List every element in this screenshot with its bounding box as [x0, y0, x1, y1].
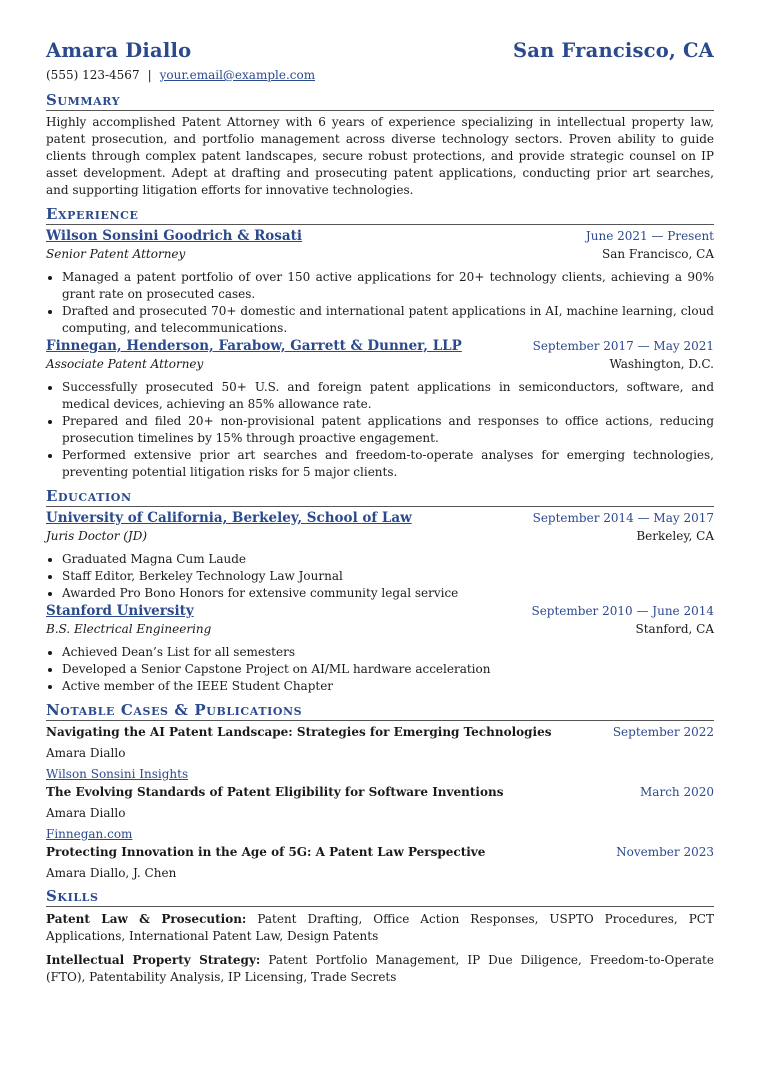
- degree: Juris Doctor (JD): [46, 529, 148, 543]
- summary-text: Highly accomplished Patent Attorney with 6 years of experience specializing in intellectual property law, patent prosecution, and portfolio management across diverse technology sectors. Proven ability to guide clients through complex patent landscapes, secure robust protections, and provide strategic counsel on IP asset development. Adept at drafting and prosecuting patent applications, conducting prior art searches, and supporting litigation efforts for innovative technologies.: [46, 115, 714, 197]
- publication-venue-row: [46, 826, 714, 843]
- contact-separator: |: [147, 68, 152, 82]
- publication-title: The Evolving Standards of Patent Eligibility for Software Inventions: [46, 785, 504, 799]
- publication-authors: Amara Diallo: [46, 806, 126, 820]
- entry-dates: September 2010 — June 2014: [531, 604, 714, 618]
- bullet-list: [46, 644, 714, 695]
- section-title-education: Education: [46, 487, 714, 507]
- job-title: Senior Patent Attorney: [46, 247, 186, 261]
- experience-entry: [46, 337, 714, 481]
- skill-list: Patent Drafting, Office Action Responses, USPTO Procedures, PCT Applications, International Patent Law, Design Patents: [46, 912, 714, 943]
- section-title-publications: Notable Cases & Publications: [46, 701, 714, 721]
- skill-category: Intellectual Property Strategy:: [46, 953, 261, 967]
- publication-entry: [46, 844, 714, 882]
- section-title-skills: Skills: [46, 887, 714, 907]
- entry-location: Washington, D.C.: [609, 357, 714, 371]
- entry-location: Stanford, CA: [635, 622, 714, 636]
- resume-content: [46, 38, 714, 986]
- job-title: Associate Patent Attorney: [46, 357, 204, 371]
- employer-link[interactable]: Finnegan, Henderson, Farabow, Garrett & Dunner, LLP: [46, 338, 462, 354]
- candidate-location: San Francisco, CA: [512, 39, 714, 62]
- entry-location: Berkeley, CA: [636, 529, 714, 543]
- contact-line: [46, 67, 714, 83]
- publication-date: September 2022: [612, 725, 714, 739]
- bullet-item: • Performed extensive prior art searches and freedom-to-operate analyses for emerging technologies, preventing potential litigation risks for 5 major clients.: [62, 447, 714, 481]
- entry-header: [46, 227, 714, 246]
- section-title-experience: Experience: [46, 205, 714, 225]
- entry-subheader: [46, 246, 714, 263]
- publication-entry: [46, 724, 714, 783]
- bullet-list: [46, 379, 714, 481]
- section-title-summary: Summary: [46, 91, 714, 111]
- publication-header: [46, 844, 714, 861]
- entry-dates: September 2014 — May 2017: [532, 511, 714, 525]
- publication-header: [46, 724, 714, 741]
- publication-entry: [46, 784, 714, 843]
- bullet-item: • Achieved Dean’s List for all semesters: [62, 644, 714, 661]
- bullet-item: • Developed a Senior Capstone Project on AI/ML hardware acceleration: [62, 661, 714, 678]
- candidate-name: Amara Diallo: [46, 39, 192, 62]
- bullet-list: [46, 269, 714, 337]
- bullet-item: • Managed a patent portfolio of over 150 active applications for 20+ technology clients, achieving a 90% grant rate on prosecuted cases.: [62, 269, 714, 303]
- experience-entry: [46, 227, 714, 337]
- entry-subheader: [46, 621, 714, 638]
- publication-header: [46, 784, 714, 801]
- entry-location: San Francisco, CA: [601, 247, 714, 261]
- publication-venue-row: [46, 766, 714, 783]
- bullet-item: • Graduated Magna Cum Laude: [62, 551, 714, 568]
- bullet-item: • Active member of the IEEE Student Chapter: [62, 678, 714, 695]
- resume-header: [46, 38, 714, 64]
- employer-link[interactable]: Wilson Sonsini Goodrich & Rosati: [46, 228, 303, 244]
- bullet-item: • Successfully prosecuted 50+ U.S. and foreign patent applications in semiconductors, software, and medical devices, achieving an 85% allowance rate.: [62, 379, 714, 413]
- bullet-item: • Awarded Pro Bono Honors for extensive community legal service: [62, 585, 714, 602]
- publication-authors: Amara Diallo, J. Chen: [46, 866, 177, 880]
- publication-title: Protecting Innovation in the Age of 5G: A Patent Law Perspective: [46, 845, 486, 859]
- entry-header: [46, 509, 714, 528]
- publication-date: November 2023: [616, 845, 714, 859]
- skill-category: Patent Law & Prosecution:: [46, 912, 247, 926]
- bullet-item: • Prepared and filed 20+ non-provisional patent applications and responses to office actions, reducing prosecution timelines by 15% through proactive engagement.: [62, 413, 714, 447]
- entry-subheader: [46, 356, 714, 373]
- school-link[interactable]: Stanford University: [46, 603, 194, 619]
- skill-row: [46, 952, 714, 986]
- bullet-item: • Staff Editor, Berkeley Technology Law Journal: [62, 568, 714, 585]
- bullet-item: • Drafted and prosecuted 70+ domestic and international patent applications in AI, machine learning, cloud computing, and telecommunications.: [62, 303, 714, 337]
- entry-subheader: [46, 528, 714, 545]
- bullet-list: [46, 551, 714, 602]
- entry-dates: September 2017 — May 2021: [532, 339, 714, 353]
- publication-title: Navigating the AI Patent Landscape: Strategies for Emerging Technologies: [46, 725, 552, 739]
- entry-dates: June 2021 — Present: [585, 229, 714, 243]
- degree: B.S. Electrical Engineering: [46, 622, 212, 636]
- school-link[interactable]: University of California, Berkeley, School of Law: [46, 510, 412, 526]
- education-entry: [46, 509, 714, 602]
- publication-date: March 2020: [640, 785, 714, 799]
- publication-venue-link[interactable]: Finnegan.com: [46, 827, 133, 841]
- phone-number: (555) 123-4567: [46, 68, 140, 82]
- email-link[interactable]: your.email@example.com: [159, 68, 316, 82]
- skill-row: [46, 911, 714, 945]
- education-entry: [46, 602, 714, 695]
- publication-authors: Amara Diallo: [46, 746, 126, 760]
- entry-header: [46, 602, 714, 621]
- publication-venue-link[interactable]: Wilson Sonsini Insights: [46, 767, 189, 781]
- skill-list: Patent Portfolio Management, IP Due Diligence, Freedom-to-Operate (FTO), Patentability Analysis, IP Licensing, Trade Secrets: [46, 953, 714, 984]
- entry-header: [46, 337, 714, 356]
